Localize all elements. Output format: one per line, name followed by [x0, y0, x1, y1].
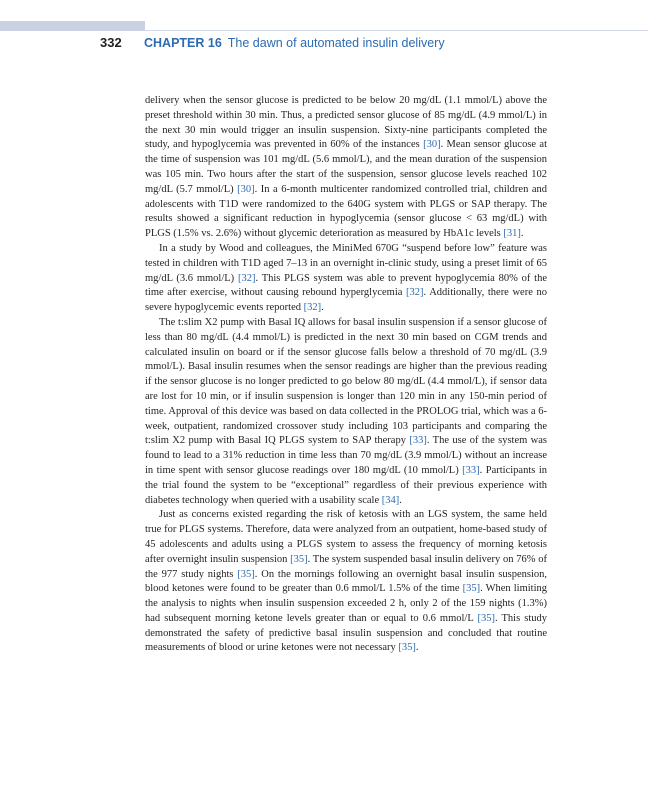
text-run: . On the mornings following an overnight basal insulin suspension, blood ketones were found to be greater than 0.6 mmol/L 1.5% of the time	[145, 568, 547, 595]
paragraph	[145, 242, 547, 316]
text-run: . The system suspended basal insulin delivery on 76% of the 977 study nights	[145, 553, 547, 580]
running-header	[100, 35, 445, 53]
header-color-bar	[0, 21, 145, 31]
text-run: .	[399, 494, 402, 506]
text-run: Just as concerns existed regarding the risk of ketosis with an LGS system, the same held true for PLGS systems. Therefore, data were analyzed from an outpatient, home-based study of 45 adolescents and adults using a PLGS system to assess the frequency of morning ketosis after overnight insulin suspension	[145, 509, 547, 565]
citation-link[interactable]: [32]	[406, 287, 424, 299]
paragraph	[145, 316, 547, 508]
text-run: . In a 6-month multicenter randomized controlled trial, children and adolescents with T1D were randomized to the 640G system with PLGS or SAP therapy. The results showed a significant reduction in hypoglycemia (sensor glucose < 63 mg/dL) with PLGS (1.5% vs. 2.6%) without glycemic deterioration as measured by HbA1c levels	[145, 183, 548, 240]
paragraph	[145, 94, 547, 242]
text-run: .	[321, 302, 324, 314]
text-run: . This study demonstrated the safety of predictive basal insulin suspension and concluded that routine measurements of blood or urine ketones were not necessary	[145, 612, 547, 654]
citation-link[interactable]: [35]	[290, 553, 308, 565]
text-run: . This PLGS system was able to prevent hypoglycemia 80% of the time after exercise, without causing rebound hyperglycemia	[145, 272, 548, 299]
text-run: . When limiting the analysis to nights when insulin suspension exceeded 2 h, only 2 of the 159 nights (1.3%) had subsequent morning ketone levels greater than or equal to 0.6 mmol/L	[145, 583, 547, 624]
chapter-title: The dawn of automated insulin delivery	[227, 36, 445, 50]
paragraph	[145, 508, 547, 656]
citation-link[interactable]: [30]	[423, 139, 441, 151]
text-run: . The use of the system was found to lead to a 31% reduction in time less than 70 mg/dL (3.9 mmol/L) without an increase in time spent with sensor glucose readings over 180 mg/dL (10 mmol/L)	[145, 435, 547, 476]
chapter-label: CHAPTER 16	[144, 36, 222, 50]
citation-link[interactable]: [30]	[237, 183, 255, 195]
body-text	[145, 94, 547, 656]
text-run: .	[520, 228, 524, 240]
header-rule	[145, 30, 648, 31]
citation-link[interactable]: [32]	[303, 302, 322, 314]
citation-link[interactable]: [35]	[477, 612, 495, 624]
text-run: In a study by Wood and colleagues, the MiniMed 670G “suspend before low” feature was tested in children with T1D aged 7–13 in an overnight in-clinic study, using a preset limit of 65 mg/dL (3.6 mmol/L)	[145, 242, 547, 284]
text-run: . Additionally, there were no severe hypoglycemic events reported	[145, 287, 547, 314]
text-run: The t:slim X2 pump with Basal IQ allows for basal insulin suspension if a sensor glucose of less than 80 mg/dL (4.4 mmol/L) is predicted in the next 30 min based on CGM trends and calculated insulin on board or if the sensor glucose falls below a threshold of 70 mg/dL (3.9 mmol/L). Basal insulin resumes when the sensor readings are higher than the previous reading if the sensor glucose is no longer predicted to go below 80 mg/dL (4.4 mmol/L), if sensor data are lost for 10 min, or if insulin suspension is longer than 120 min in any 150-min period of time. Approval of this device was based on data collected in the PROLOG trial, which was a 6-week, outpatient, randomized crossover study including 103 participants and comparing the t:slim X2 pump with Basal IQ PLGS system to SAP therapy	[145, 316, 547, 447]
text-run: delivery when the sensor glucose is predicted to be below 20 mg/dL (1.1 mmol/L) above the preset threshold within 30 min. Thus, a predicted sensor glucose of 85 mg/dL (4.9 mmol/L) in the next 30 min would trigger an insulin suspension. Sixty-nine participants completed the study, and hypoglycemia was prevented in 60% of the instances	[145, 95, 547, 151]
citation-link[interactable]: [32]	[237, 272, 256, 284]
text-run: .	[415, 642, 419, 654]
citation-link[interactable]: [35]	[462, 583, 481, 595]
text-run: . Participants in the trial found the system to be “exceptional” regardless of their previous experience with diabetes technology when queried with a usability scale	[145, 464, 547, 506]
citation-link[interactable]: [31]	[503, 228, 521, 240]
citation-link[interactable]: [35]	[398, 642, 416, 654]
page-number: 332	[100, 35, 122, 50]
citation-link[interactable]: [33]	[409, 435, 427, 447]
text-run: . Mean sensor glucose at the time of suspension was 101 mg/dL (5.6 mmol/L), and the mean duration of the suspension was 105 min. Two hours after the start of the suspension, sensor glucose levels reached 102 mg/dL (5.7 mmol/L)	[145, 139, 548, 195]
citation-link[interactable]: [33]	[462, 464, 480, 476]
citation-link[interactable]: [35]	[237, 568, 255, 580]
citation-link[interactable]: [34]	[381, 494, 400, 506]
